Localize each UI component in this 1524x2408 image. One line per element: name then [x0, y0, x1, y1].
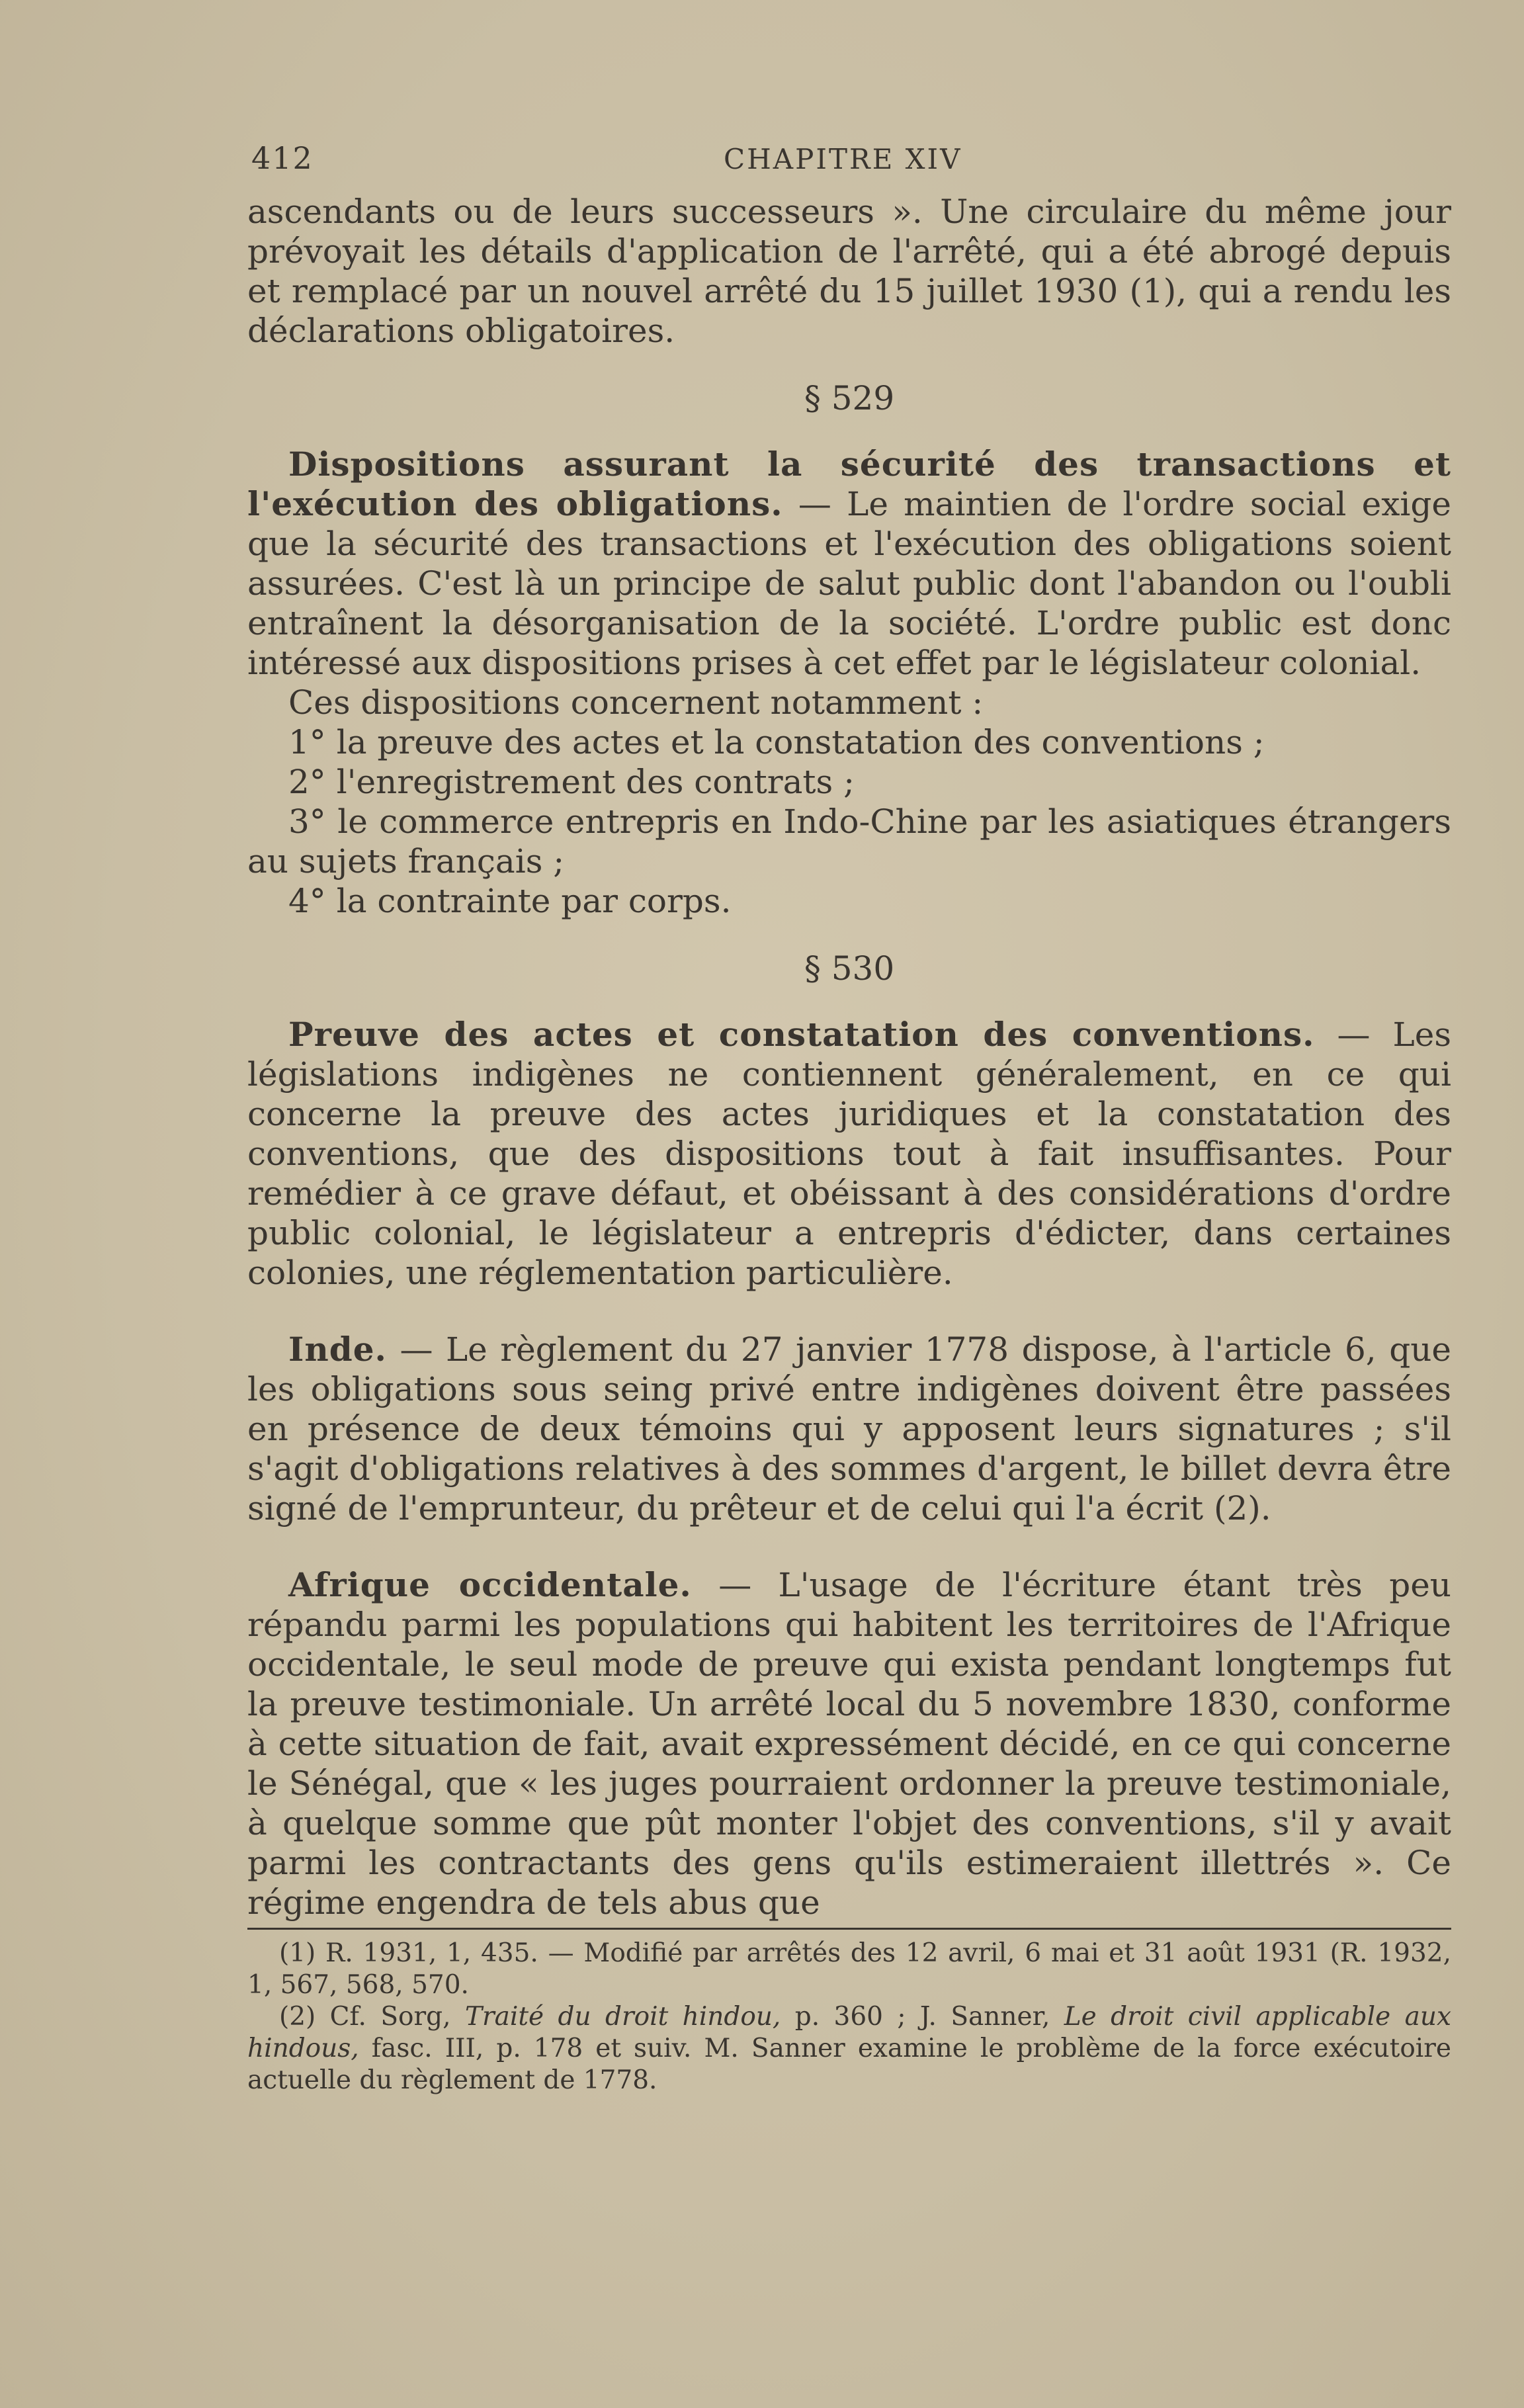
section-530-paragraph	[247, 1015, 1451, 1293]
paragraph-gap	[247, 1528, 1451, 1565]
section-530-mark: § 530	[804, 949, 895, 988]
list-item: 2° l'enregistrement des contrats ;	[288, 763, 855, 801]
afrique-paragraph	[247, 1565, 1451, 1922]
section-529-heading: Dispositions assurant la sécurité des transactions et l'exécution des obligations.	[247, 445, 1451, 523]
footnote-1: (1) R. 1931, 1, 435. — Modifié par arrêtés des 12 avril, 6 mai et 31 août 1931 (R. 1932, 1, 567, 568, 570.	[247, 1938, 1451, 2000]
list-item: 1° la preuve des actes et la constatation des conventions ;	[288, 723, 1265, 761]
footnote-2-title-sorg: Traité du droit hindou,	[464, 2002, 781, 2032]
footnote-2	[247, 2001, 1451, 2096]
book-page	[247, 132, 1451, 2096]
footnotes	[247, 1938, 1451, 2096]
footnote-rule	[247, 1928, 1451, 1930]
inde-paragraph	[247, 1330, 1451, 1528]
list-item: 4° la contrainte par corps.	[288, 882, 732, 920]
section-529-body: — Le maintien de l'ordre social exige que la sécurité des transactions et l'exécution des obligations soient assurées. C'est là un principe de salut public dont l'abandon ou l'oubli entraînent la désorganisation de la société. L'ordre public est donc intéressé aux dispositions prises à cet effet par le législateur colonial.	[247, 485, 1451, 682]
running-header	[247, 132, 1451, 192]
footnote-2-text: (2) Cf. Sorg,	[279, 2002, 465, 2032]
inde-heading: Inde.	[288, 1330, 387, 1369]
page-number: 412	[251, 140, 314, 176]
inde-body: — Le règlement du 27 janvier 1778 dispose, à l'article 6, que les obligations sous seing privé entre indigènes doivent être passées en présence de deux témoins qui y apposent leurs signatures ; s'il s'agit d'obligations relatives à des sommes d'argent, le billet devra être signé de l'emprunteur, du prêteur et de celui qui l'a écrit (2).	[247, 1330, 1451, 1527]
paragraph-gap	[247, 1293, 1451, 1330]
list-intro: Ces dispositions concernent notamment :	[288, 683, 984, 722]
afrique-heading: Afrique occidentale.	[288, 1565, 692, 1604]
footnote-2-text: p. 360 ; J. Sanner,	[781, 2002, 1064, 2032]
section-529-paragraph	[247, 445, 1451, 683]
chapter-title: CHAPITRE XIV	[724, 143, 962, 175]
afrique-body: — L'usage de l'écriture étant très peu répandu parmi les populations qui habitent les territoires de l'Afrique occidentale, le seul mode de preuve qui exista pendant longtemps fut la preuve testimoniale. Un arrêté local du 5 novembre 1830, conforme à cette situation de fait, avait expressément décidé, en ce qui concerne le Sénégal, que « les juges pourraient ordonner la preuve testimoniale, à quelque somme que pût monter l'objet des conventions, s'il y avait parmi les contractants des gens qu'ils estimeraient illettrés ». Ce régime engendra de tels abus que	[247, 1566, 1451, 1922]
section-530-heading: Preuve des actes et constatation des conventions.	[288, 1015, 1315, 1054]
intro-paragraph: ascendants ou de leurs successeurs ». Une circulaire du même jour prévoyait les détails d'application de l'arrêté, qui a été abrogé depuis et remplacé par un nouvel arrêté du 15 juillet 1930 (1), qui a rendu les déclarations obligatoires.	[247, 193, 1451, 350]
footnote-2-text: fasc. III, p. 178 et suiv. M. Sanner examine le problème de la force exécutoire actuelle du règlement de 1778.	[247, 2034, 1451, 2095]
footnote-2-title-sanner: Le droit civil applicable aux hindous,	[247, 2002, 1452, 2063]
list-item: 3° le commerce entrepris en Indo-Chine par les asiatiques étrangers au sujets français ;	[247, 802, 1451, 881]
section-530-body: — Les législations indigènes ne contiennent généralement, en ce qui concerne la preuve des actes juridiques et la constatation des conventions, que des dispositions tout à fait insuffisantes. Pour remédier à ce grave défaut, et obéissant à des considérations d'ordre public colonial, le législateur a entrepris d'édicter, dans certaines colonies, une réglementation particulière.	[247, 1015, 1451, 1292]
section-529-mark: § 529	[804, 379, 895, 417]
